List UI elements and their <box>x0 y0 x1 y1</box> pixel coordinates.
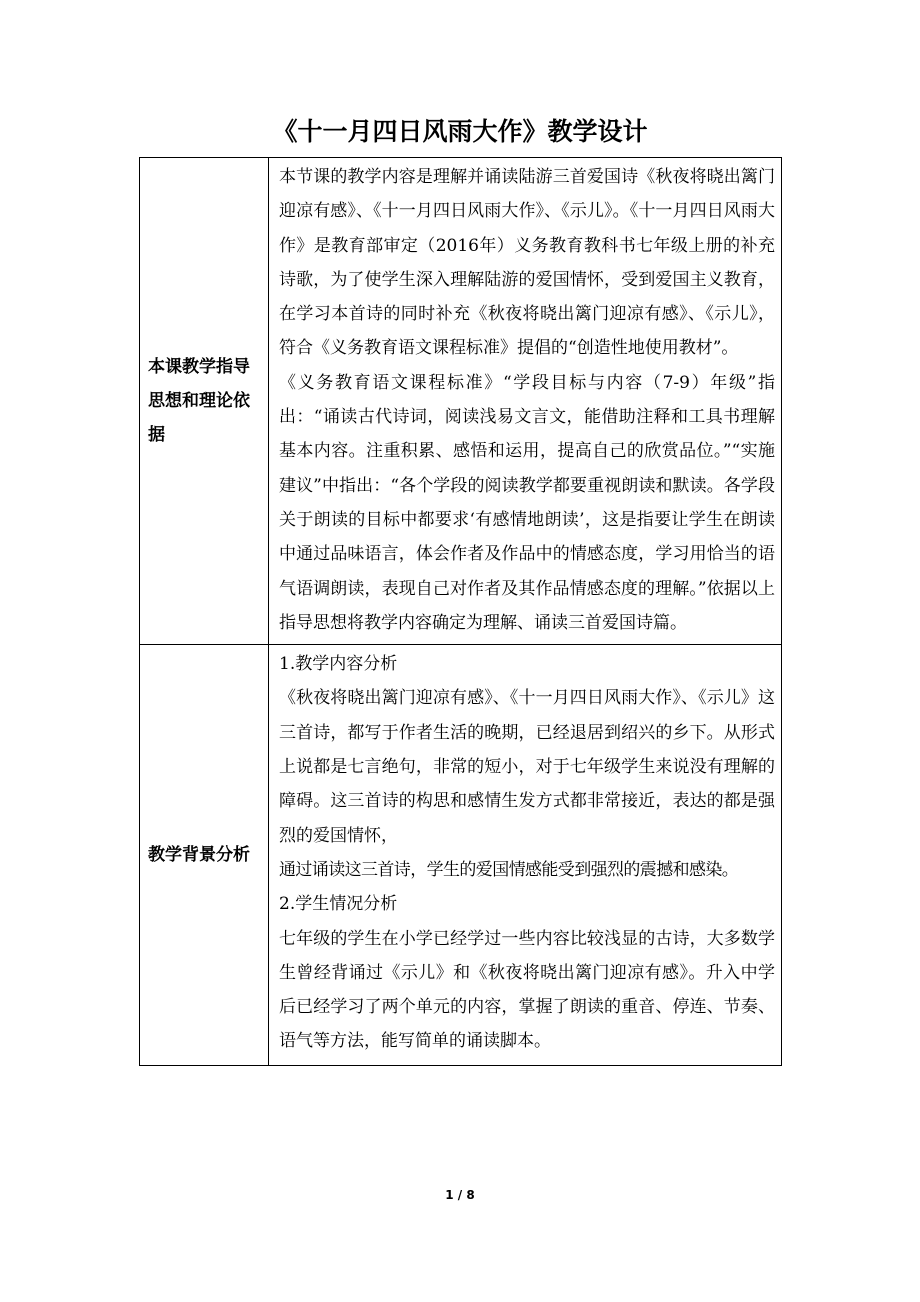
row-content-cell <box>269 158 782 645</box>
row-label-cell <box>140 158 269 645</box>
row-label-background-analysis: 教学背景分析 <box>148 844 250 865</box>
page-number: 1 / 8 <box>445 1188 475 1202</box>
teaching-design-table <box>139 157 782 1066</box>
paragraph: 《义务教育语文课程标准》“学段目标与内容（7-9）年级”指出：“诵读古代诗词，阅读浅易文言文，能借助注释和工具书理解基本内容。注重积累、感悟和运用，提高自己的欣赏品位。”“实施建议”中指出：“各个学段的阅读教学都要重视朗读和默读。各学段关于朗读的目标中都要求‘有感情地朗读’，这是指要让学生在朗读中通过品味语言，体会作者及作品中的情感态度，学习用恰当的语气语调朗读，表现自己对作者及其作品情感态度的理解。”依据以上指导思想将教学内容确定为理解、诵读三首爱国诗篇。 <box>279 372 775 633</box>
paragraph: 本节课的教学内容是理解并诵读陆游三首爱国诗《秋夜将晓出篱门迎凉有感》、《十一月四日风雨大作》、《示儿》。《十一月四日风雨大作》是教育部审定（2016年）义务教育教科书七年级上册的补充诗歌，为了使学生深入理解陆游的爱国情怀，受到爱国主义教育，在学习本首诗的同时补充《秋夜将晓出篱门迎凉有感》、《示儿》，符合《义务教育语文课程标准》提倡的“创造性地使用教材”。 <box>279 167 775 359</box>
paragraph: 通过诵读这三首诗，学生的爱国情感能受到强烈的震撼和感染。 <box>279 859 739 880</box>
row-content-cell <box>269 645 782 1066</box>
section-heading: 1.教学内容分析 <box>279 654 398 675</box>
table-row <box>140 645 782 1066</box>
document-title: 《十一月四日风雨大作》教学设计 <box>272 117 648 146</box>
paragraph: 七年级的学生在小学已经学过一些内容比较浅显的古诗，大多数学生曾经背诵过《示儿》和《秋夜将晓出篱门迎凉有感》。升入中学后已经学习了两个单元的内容，掌握了朗读的重音、停连、节奏、语气等方法，能写简单的诵读脚本。 <box>279 928 775 1052</box>
section-heading: 2.学生情况分析 <box>279 894 398 915</box>
row-label-cell <box>140 645 269 1066</box>
paragraph: 《秋夜将晓出篱门迎凉有感》、《十一月四日风雨大作》、《示儿》这三首诗，都写于作者生活的晚期，已经退居到绍兴的乡下。从形式上说都是七言绝句，非常的短小，对于七年级学生来说没有理解的障碍。这三首诗的构思和感情生发方式都非常接近，表达的都是强烈的爱国情怀， <box>279 688 775 846</box>
row-label-guiding-ideology: 本课教学指导思想和理论依据 <box>148 357 250 446</box>
table-row <box>140 158 782 645</box>
